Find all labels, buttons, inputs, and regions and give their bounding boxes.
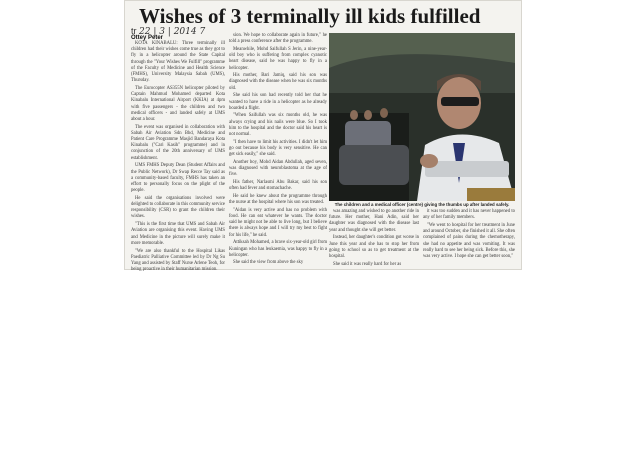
article-column-3 — [329, 209, 419, 269]
article-column-4 — [423, 209, 515, 269]
paragraph: "This is the first time that UMS and Sabah Air Aviation are organising this event. Having UMS and Medicine in the picture will surely make it more memorable. — [131, 222, 225, 246]
paragraph: "I then have to limit his activities. I didn't let him go out because his body is very sensitive. He can get sick easily," she said. — [229, 139, 327, 158]
dateline-prefix: tr — [131, 26, 137, 36]
paragraph: "When Saifullah was six months old, he was always crying and his nails were blue. So I took him to the hospital and the doctor said his heart is not normal. — [229, 113, 327, 138]
paragraph: UMS FMHS Deputy Dean (Student Affairs and the Public Network), Dr Swap Recce Tay said as a community-based faculty, FMHS has taken an effort to personally focus on the plight of the people. — [131, 163, 225, 194]
paragraph: She said his son had recently told her that he wanted to have a ride in a helicopter as he already boarded a flight. — [229, 93, 327, 111]
article-column-1 — [131, 41, 225, 273]
newspaper-clipping — [124, 0, 522, 273]
paragraph: it was too sudden and it has never happened to any of her family members. — [423, 209, 515, 221]
byline: Ottey Peter — [131, 35, 164, 41]
paragraph: sion. We hope to collaborate again in future," he told a press conference after the programme. — [229, 33, 327, 45]
paragraph: Meanwhile, Mohd Saifullah S Jerin, a nine-year-old boy who is suffering from complex cyanotic heart disease, said he was happy to fly in a helicopter. — [229, 46, 327, 71]
paragraph: The Eurocopter AS355N helicopter piloted by Captain Mahmud Mohamed departed Kota Kinabalu International Airport (KKIA) at 4pm with five passengers - the children and two medical officers - and landed safely at UMS about a hour. — [131, 85, 225, 122]
paragraph: The event was organised in collaboration with Sabah Air Aviation Sdn Bhd, Medicine and Patient Care Programme Masjid Bandaraya Kota Kinabalu ("Cari Kasih" programme) and in conjunction of the 20th anniversary of UMS establishment. — [131, 124, 225, 161]
paragraph: "Aidan is very active and has no problem with food. He can eat whatever he wants. The doctor said he might not be able to live long, but I believe there is always hope and I will try my best to fight for his life," he said. — [229, 207, 327, 238]
paragraph: His mother, Bari Jamiq, said his son was diagnosed with the disease when he was six months old. — [229, 73, 327, 91]
article-column-2 — [229, 33, 327, 269]
paragraph: He said he knew about the programme through the nurse at the hospital where his son was treated. — [229, 193, 327, 206]
paragraph: She said the view from above the sky — [233, 260, 304, 266]
headline: Wishes of 3 terminally ill kids fulfilled — [139, 4, 481, 28]
paragraph: "We went to hospital for her treatment in June and around October, she finished it all. She often complained of pains during the chemotherapy, she had no appetite and was vomiting. It was really hard to see her being sick. Before this, she was very active. I hope she can get better soon," — [423, 222, 515, 259]
article-photo — [329, 33, 515, 201]
paragraph: "We are also thankful to the Hospital Likas Paediatric Palliative Committee led by Dr Ng Su Yang and assisted by Staff Nurse Arlene Teoh, for being proactive in their humanitarian mission. — [131, 248, 225, 273]
paragraph: His father, Narlasmi Abu Bakar, said his son often had fever and stomachache. — [229, 179, 327, 192]
paragraph: She said it was really hard for her as — [333, 261, 402, 267]
paragraph: Instead, her daughter's condition got worse in June this year and she has to stop her from going to school so as to get treatment at the hospital. — [329, 235, 419, 259]
photo-illustration — [329, 33, 515, 201]
paragraph: Attiksah Mohamed, a brave six-year-old girl from Kuningan who has leukaemia, was happy to fly in a helicopter. — [229, 240, 327, 258]
paragraph: was amazing and wished to go another ride in future. Her mother, Hani Adin, said her daughter was diagnosed with the disease last year and thought she will get better. — [329, 209, 419, 233]
paragraph: KOTA KINABALU: Three terminally ill children had their wishes come true as they got to fly in a helicopter around the State Capital through the "Your Wishes We Fulfill" programme of the Faculty of Medicine and Health Science (FMHS), University Malaysia Sabah (UMS), Thursday. — [131, 41, 225, 84]
photo-caption: The children and a medical officer (centre) giving the thumbs up after landed safely. — [334, 202, 510, 207]
paragraph: He said the organisations involved were delighted to collaborate in this community service responsibility (CSR) to grant the children their wishes. — [131, 195, 225, 220]
handwritten-date: 22 | 3 | 2014 7 — [139, 27, 206, 37]
paragraph: Another boy, Mohd Aidan Abdullah, aged seven, was diagnosed with neuroblastoma at the age of five. — [229, 159, 327, 178]
